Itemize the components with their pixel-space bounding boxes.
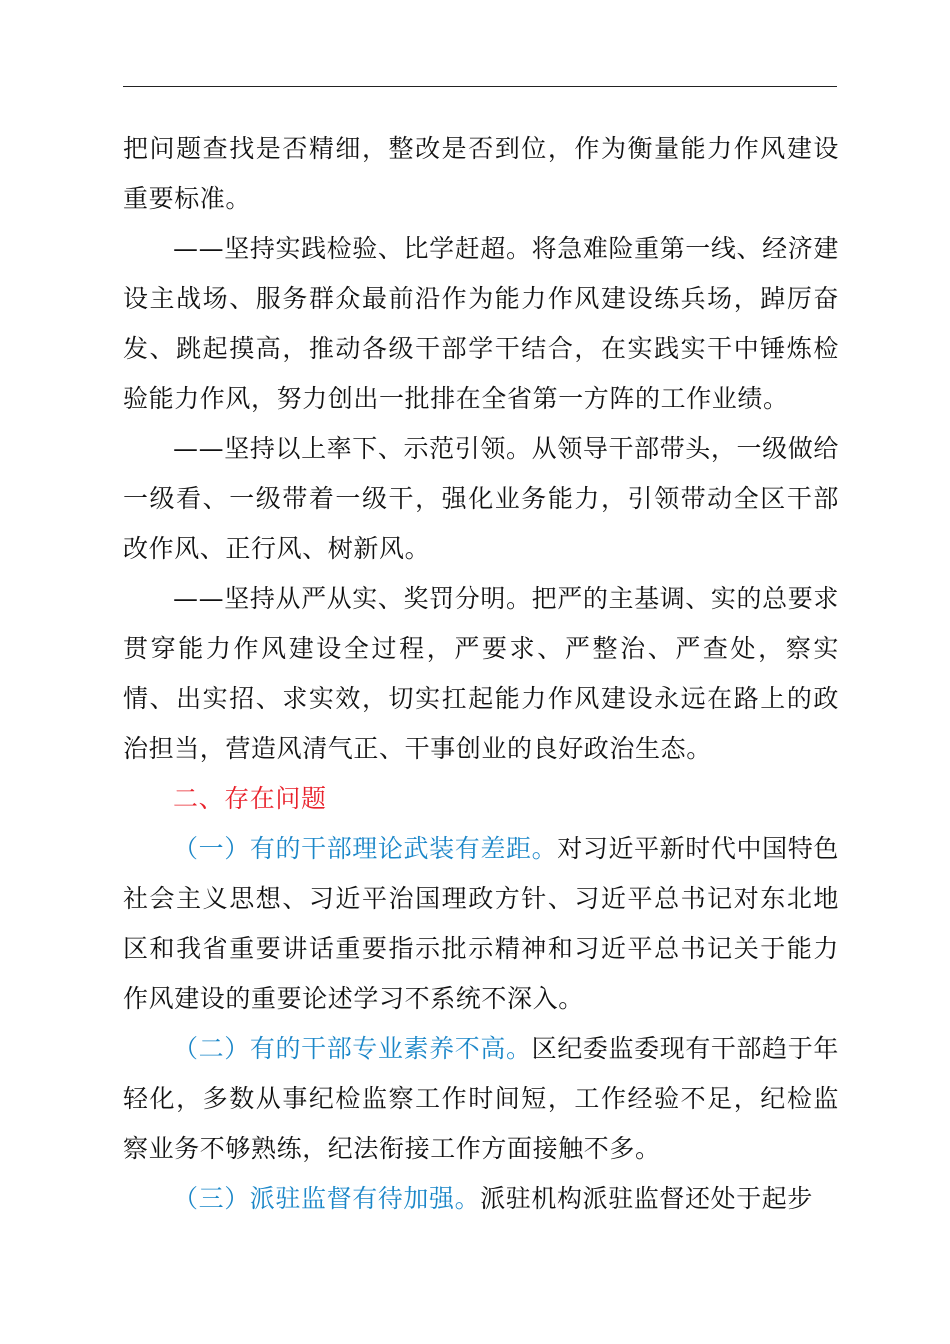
document-body [123,124,839,1224]
paragraph-text: ——坚持实践检验、比学赶超。将急难险重第一线、经济建设主战场、服务群众最前沿作为能力作风建设练兵场，踔厉奋发、跳起摸高，推动各级干部学干结合，在实践实干中锤炼检验能力作风，努力创出一批排在全省第一方阵的工作业绩。 [123,234,839,413]
problem-title: （二）有的干部专业素养不高。 [173,1034,532,1063]
problem-title: （一）有的干部理论武装有差距。 [173,834,558,863]
paragraph-text: 把问题查找是否精细，整改是否到位，作为衡量能力作风建设重要标准。 [123,134,839,213]
paragraph-principle-leadership [123,424,839,574]
paragraph-principle-strict [123,574,839,774]
problem-item-3 [123,1174,839,1224]
problem-text: 对习近平新时代中国特色社会主义思想、习近平治国理政方针、习近平总书记对东北地区和我省重要讲话重要指示批示精神和习近平总书记关于能力作风建设的重要论述学习不系统不深入。 [123,834,839,1013]
paragraph-continuation [123,124,839,224]
problem-item-1 [123,824,839,1024]
header-rule [123,86,837,87]
section-heading-text: 二、存在问题 [173,784,327,813]
problem-text: 派驻机构派驻监督还处于起步 [480,1184,814,1213]
problem-text: 区纪委监委现有干部趋于年轻化，多数从事纪检监察工作时间短，工作经验不足，纪检监察业务不够熟练，纪法衔接工作方面接触不多。 [123,1034,839,1163]
paragraph-text: ——坚持以上率下、示范引领。从领导干部带头，一级做给一级看、一级带着一级干，强化业务能力，引领带动全区干部改作风、正行风、树新风。 [123,434,839,563]
paragraph-text: ——坚持从严从实、奖罚分明。把严的主基调、实的总要求贯穿能力作风建设全过程，严要求、严整治、严查处，察实情、出实招、求实效，切实扛起能力作风建设永远在路上的政治担当，营造风清气正、干事创业的良好政治生态。 [123,584,839,763]
problem-item-2 [123,1024,839,1174]
problem-title: （三）派驻监督有待加强。 [173,1184,481,1213]
section-heading-existing-problems [123,774,839,824]
paragraph-principle-practice [123,224,839,424]
